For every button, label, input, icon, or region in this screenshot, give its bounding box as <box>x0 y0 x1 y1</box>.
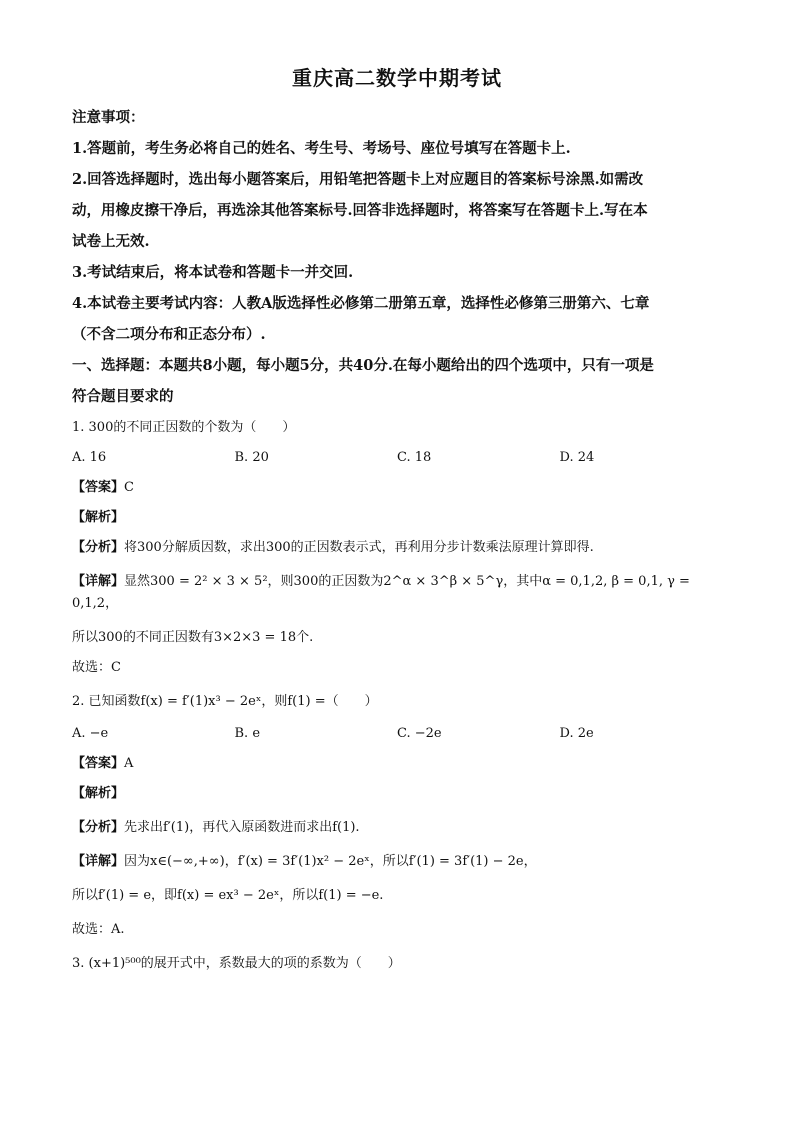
notice-item-2-line-2: 动，用橡皮擦干净后，再选涂其他答案标号.回答非选择题时，将答案写在答题卡上.写在本 <box>72 202 648 219</box>
q2-calc-line: 所以f′(1) = e，即f(x) = ex³ − 2eˣ，所以f(1) = −e. <box>72 888 384 903</box>
q1-answer <box>72 477 722 499</box>
q1-jiexi: 【解析】 <box>72 510 125 525</box>
q2-option-c: C. −2e <box>397 726 442 741</box>
q1-xiangjie-text: 显然300 = 2² × 3 × 5²，则300的正因数为2^α × 3^β × 5^γ，其中α = 0,1,2, β = 0,1, γ = 0,1,2， <box>72 574 690 611</box>
q1-option-d: D. 24 <box>559 450 595 465</box>
q2-answer-tag: 【答案】 <box>72 756 125 771</box>
q1-fenxi-tag: 【分析】 <box>72 540 125 555</box>
q1-fenxi-text: 将300分解质因数，求出300的正因数表示式，再利用分步计数乘法原理计算即得. <box>124 540 594 555</box>
q2-option-d: D. 2e <box>559 726 594 741</box>
q2-xiangjie-tag: 【详解】 <box>72 854 125 869</box>
notice-item-4-line-2: （不含二项分布和正态分布）. <box>72 326 266 343</box>
exam-page <box>72 62 722 975</box>
q1-options <box>72 447 722 469</box>
q2-answer <box>72 753 722 775</box>
q1-answer-value: C <box>124 480 134 495</box>
q1-xiangjie <box>72 571 722 615</box>
q2-option-a: A. −e <box>72 726 109 741</box>
section-heading-line-2: 符合题目要求的 <box>72 388 174 405</box>
q1-option-b: B. 20 <box>234 450 269 465</box>
q1-stem: 1. 300的不同正因数的个数为（ ） <box>72 420 296 435</box>
notice-item-3: 3.考试结束后，将本试卷和答题卡一并交回. <box>72 264 354 281</box>
notice-item-4-line-1: 4.本试卷主要考试内容：人教A版选择性必修第二册第五章，选择性必修第三册第六、七章 <box>72 295 650 312</box>
q2-options <box>72 723 722 745</box>
q2-xiangjie <box>72 851 722 873</box>
page-title: 重庆高二数学中期考试 <box>292 66 502 90</box>
q2-answer-value: A <box>124 756 134 771</box>
q3-stem: 3. (x+1)⁵⁰⁰的展开式中，系数最大的项的系数为（ ） <box>72 956 401 971</box>
q1-xiangjie-tag: 【详解】 <box>72 574 125 589</box>
notice-item-2-line-3: 试卷上无效. <box>72 233 150 250</box>
notice-item-1: 1.答题前，考生务必将自己的姓名、考生号、考场号、座位号填写在答题卡上. <box>72 140 571 157</box>
q1-answer-tag: 【答案】 <box>72 480 125 495</box>
q2-xiangjie-text: 因为x∈(−∞,+∞)，f′(x) = 3f′(1)x² − 2eˣ，所以f′(1) = 3f′(1) − 2e， <box>124 854 537 869</box>
q1-fenxi <box>72 537 722 559</box>
q2-option-b: B. e <box>234 726 261 741</box>
q1-option-c: C. 18 <box>397 450 432 465</box>
notice-heading: 注意事项： <box>72 109 145 126</box>
q2-fenxi <box>72 817 722 839</box>
q1-option-a: A. 16 <box>72 450 107 465</box>
q1-conclusion: 故选：C <box>72 660 121 675</box>
notice-item-2-line-1: 2.回答选择题时，选出每小题答案后，用铅笔把答题卡上对应题目的答案标号涂黑.如需改 <box>72 171 644 188</box>
q2-fenxi-tag: 【分析】 <box>72 820 125 835</box>
q2-fenxi-text: 先求出f′(1)，再代入原函数进而求出f(1). <box>124 820 360 835</box>
q2-conclusion: 故选：A. <box>72 922 125 937</box>
q2-jiexi: 【解析】 <box>72 786 125 801</box>
q1-calc-line: 所以300的不同正因数有3×2×3 = 18个. <box>72 630 314 645</box>
section-heading-line-1: 一、选择题：本题共8小题，每小题5分，共40分.在每小题给出的四个选项中，只有一项是 <box>72 357 654 374</box>
q2-stem: 2. 已知函数f(x) = f′(1)x³ − 2eˣ，则f(1) =（ ） <box>72 694 378 709</box>
